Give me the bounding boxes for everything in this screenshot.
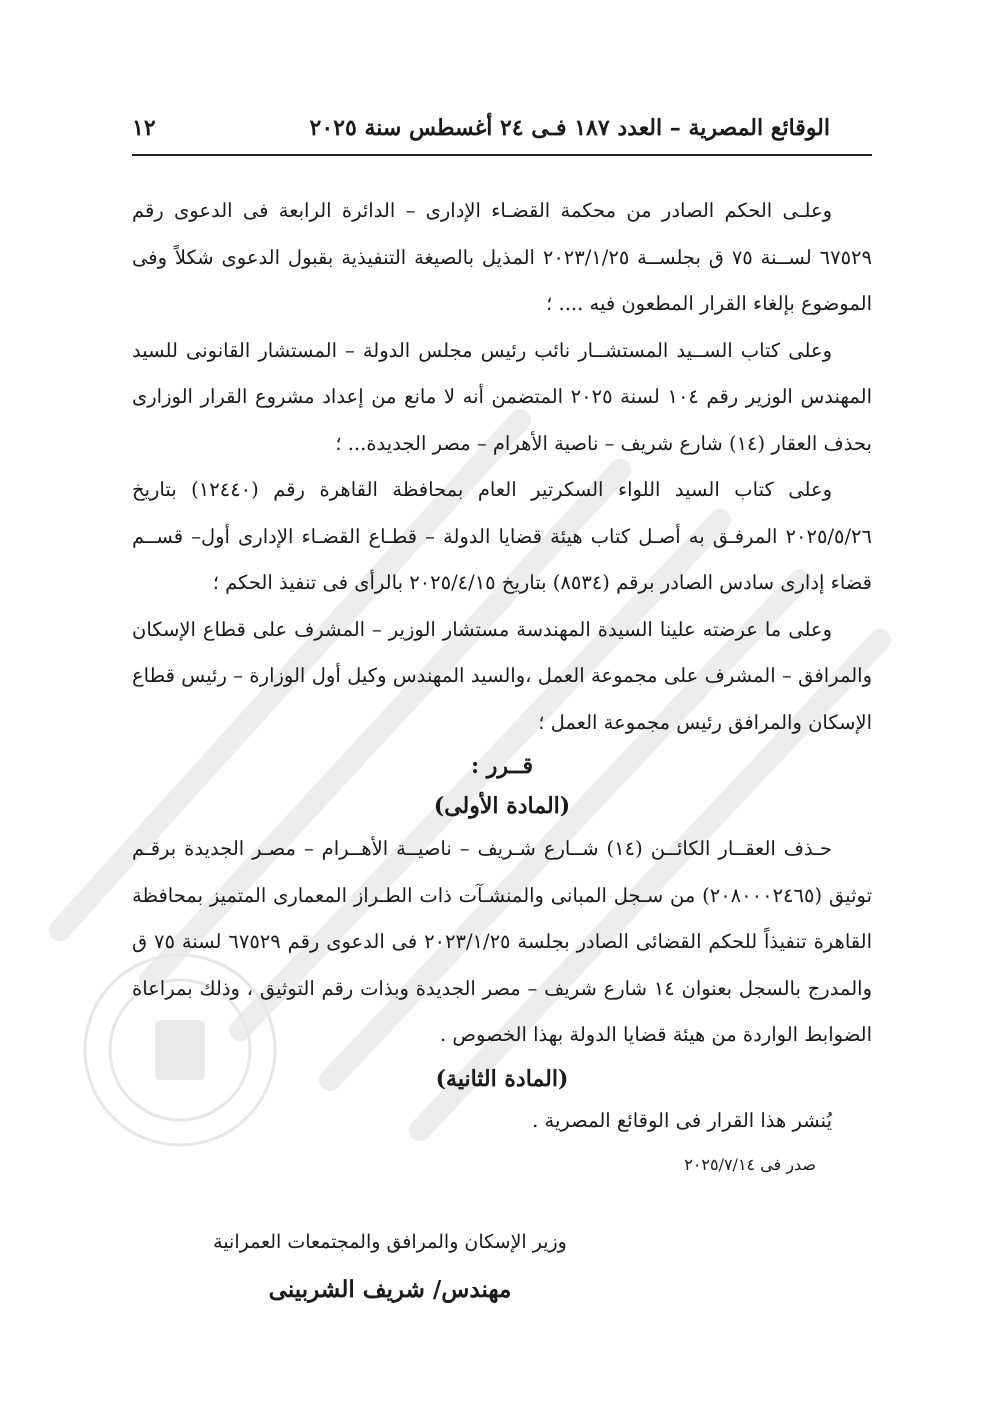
- paragraph-engineer-report: وعلى ما عرضته علينا السيدة المهندسة مستشار الوزير – المشرف على قطاع الإسكان والمرافق – المشرف على مجموعة العمل ،والسيد المهندس وكيل أول الوزارة – رئيس قطاع الإسكان والمرافق رئيس مجموعة العمل ؛: [132, 617, 872, 734]
- article-1-heading: (المادة الأولى): [433, 793, 571, 819]
- page-number: ١٢: [132, 115, 156, 141]
- minister-name: مهندس/ شريف الشربينى: [268, 1276, 512, 1303]
- minister-title: وزير الإسكان والمرافق والمجتمعات العمرانية: [213, 1231, 567, 1253]
- page-header: [132, 106, 872, 150]
- gazette-title: الوقائع المصرية – العدد ١٨٧ فـى ٢٤ أغسطس سنة ٢٠٢٥: [309, 115, 830, 141]
- paragraph-counsel-letter: وعلى كتاب الســيد المستشــار نائب رئيس مجلس الدولة – المستشار القانونى للسيد المهندس الوزير رقم ١٠٤ لسنة ٢٠٢٥ المتضمن أنه لا مانع من إعداد مشروع القرار الوزارى بحذف العقار (١٤) شارع شريف – ناصية الأهرام – مصر الجديدة... ؛: [132, 338, 872, 455]
- article-2-text: يُنشر هذا القرار فى الوقائع المصرية .: [532, 1108, 832, 1132]
- decree-heading: قــرر :: [471, 753, 533, 779]
- document-body: [132, 188, 872, 1187]
- paragraph-court-ruling: وعلـى الحكم الصادر من محكمة القضـاء الإدارى – الدائرة الرابعة فى الدعوى رقم ٦٧٥٢٩ لســنة ٧٥ ق بجلســة ٢٠٢٣/١/٢٥ المذيل بالصيغة التنفيذية بقبول الدعوى شكلاً وفى الموضوع بإلغاء القرار المطعون فيه .... ؛: [132, 199, 872, 315]
- issue-date: صدر فى ٢٠٢٥/٧/١٤: [684, 1154, 816, 1174]
- paragraph-secretary-letter: وعلى كتاب السيد اللواء السكرتير العام بمحافظة القاهرة رقم (١٢٤٤٠) بتاريخ ٢٠٢٥/٥/٢٦ المرفـق به أصـل كتاب هيئة قضايا الدولة – قطـاع القضـاء الإدارى أول– قســم قضاء إدارى سادس الصادر برقم (٨٥٣٤) بتاريخ ٢٠٢٥/٤/١٥ بالرأى فى تنفيذ الحكم ؛: [132, 478, 872, 594]
- article-2-heading: (المادة الثانية): [435, 1065, 569, 1092]
- article-1-text: حـذف العقــار الكائــن (١٤) شــارع شـريف – ناصيــة الأهــرام – مصـر الجديدة برقـم توثيق (٢٠٨٠٠٠٢٤٦٥) من سـجل المبانى والمنشـآت ذات الطـراز المعمارى المتميز بمحافظة القاهرة تنفيذاً للحكم القضائى الصادر بجلسة ٢٠٢٣/١/٢٥ فى الدعوى رقم ٦٧٥٢٩ لسنة ٧٥ ق والمدرج بالسجل بعنوان ١٤ شارع شريف – مصر الجديدة وبذات رقم التوثيق ، وذلك بمراعاة الضوابط الواردة من هيئة قضايا الدولة بهذا الخصوص .: [132, 837, 873, 1046]
- signature-block: [180, 1224, 600, 1312]
- header-divider: [132, 154, 872, 156]
